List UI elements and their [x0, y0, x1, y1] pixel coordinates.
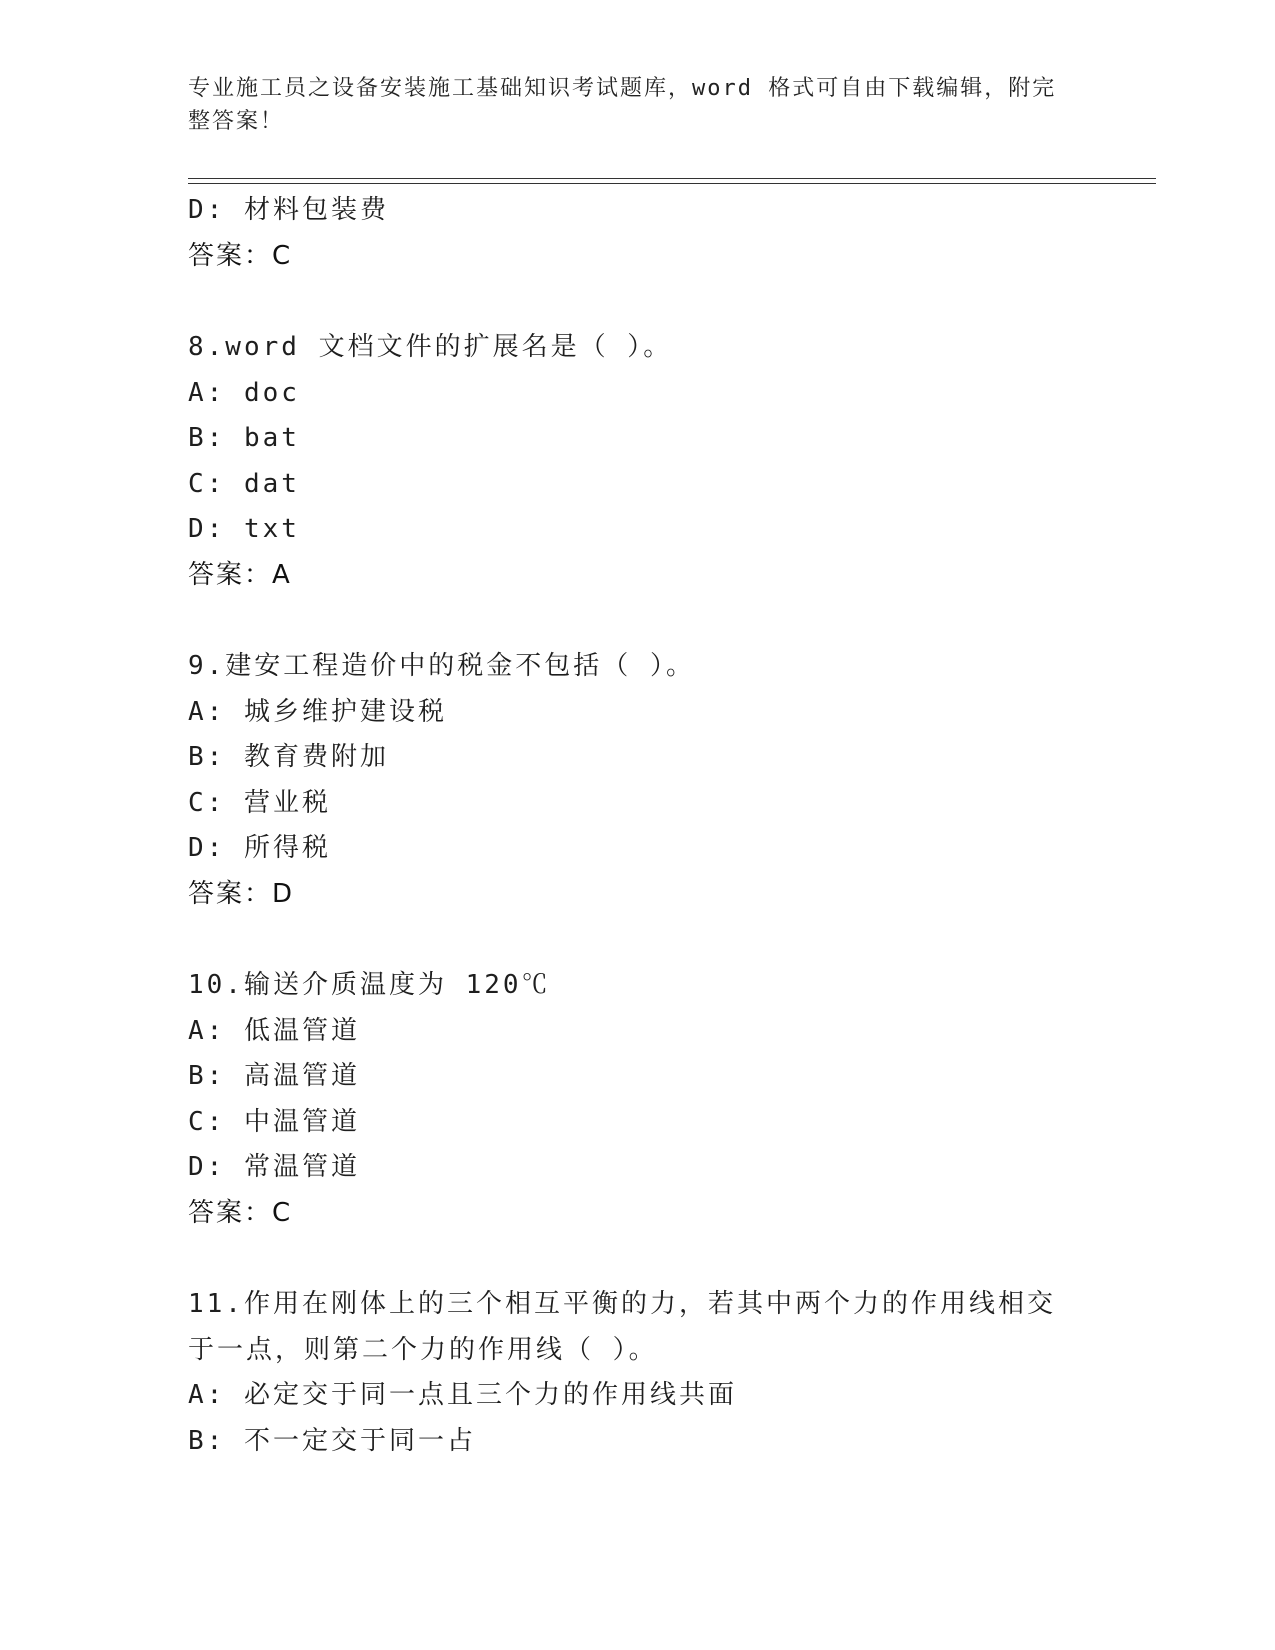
option-b: B: bat [188, 423, 300, 453]
answer-line: 答案：A [188, 559, 292, 590]
option-a: A: 低温管道 [188, 1015, 360, 1046]
question-list [188, 188, 1088, 1464]
question-block-7 [188, 188, 1088, 279]
question-block-11 [188, 1282, 1088, 1464]
block-spacer [188, 279, 1088, 325]
option-d: D: 常温管道 [188, 1152, 360, 1182]
option-c: C: 营业税 [188, 787, 331, 818]
header-divider-bottom [188, 183, 1156, 184]
option-a: A: 城乡维护建设税 [188, 696, 447, 727]
question-text: 11.作用在刚体上的三个相互平衡的力，若其中两个力的作用线相交于一点，则第二个力的作用线（ ）。 [188, 1289, 1056, 1365]
answer-line: 答案：C [188, 1197, 293, 1228]
option-a: A: 必定交于同一点且三个力的作用线共面 [188, 1380, 737, 1410]
block-spacer [188, 1236, 1088, 1282]
answer-line: 答案：D [188, 878, 295, 909]
question-text: 8.word 文档文件的扩展名是（ ）。 [188, 332, 673, 362]
question-text: 9.建安工程造价中的税金不包括（ ）。 [188, 651, 695, 681]
question-block-8 [188, 325, 1088, 598]
option-d: D: 材料包装费 [188, 195, 389, 225]
question-text: 10.输送介质温度为 120℃ [188, 970, 551, 1000]
header-divider-top [188, 178, 1156, 179]
question-block-10 [188, 963, 1088, 1236]
option-c: C: dat [188, 468, 300, 499]
block-spacer [188, 598, 1088, 644]
question-block-9 [188, 644, 1088, 917]
option-d: D: txt [188, 514, 300, 544]
option-a: A: doc [188, 377, 300, 408]
option-b: B: 高温管道 [188, 1061, 360, 1091]
document-header: 专业施工员之设备安装施工基础知识考试题库，word 格式可自由下载编辑，附完整答案！ [188, 76, 1057, 134]
answer-line: 答案：C [188, 240, 293, 271]
option-d: D: 所得税 [188, 833, 331, 863]
option-b: B: 教育费附加 [188, 742, 389, 772]
block-spacer [188, 917, 1088, 963]
option-b: B: 不一定交于同一占 [188, 1425, 476, 1456]
option-c: C: 中温管道 [188, 1106, 360, 1137]
